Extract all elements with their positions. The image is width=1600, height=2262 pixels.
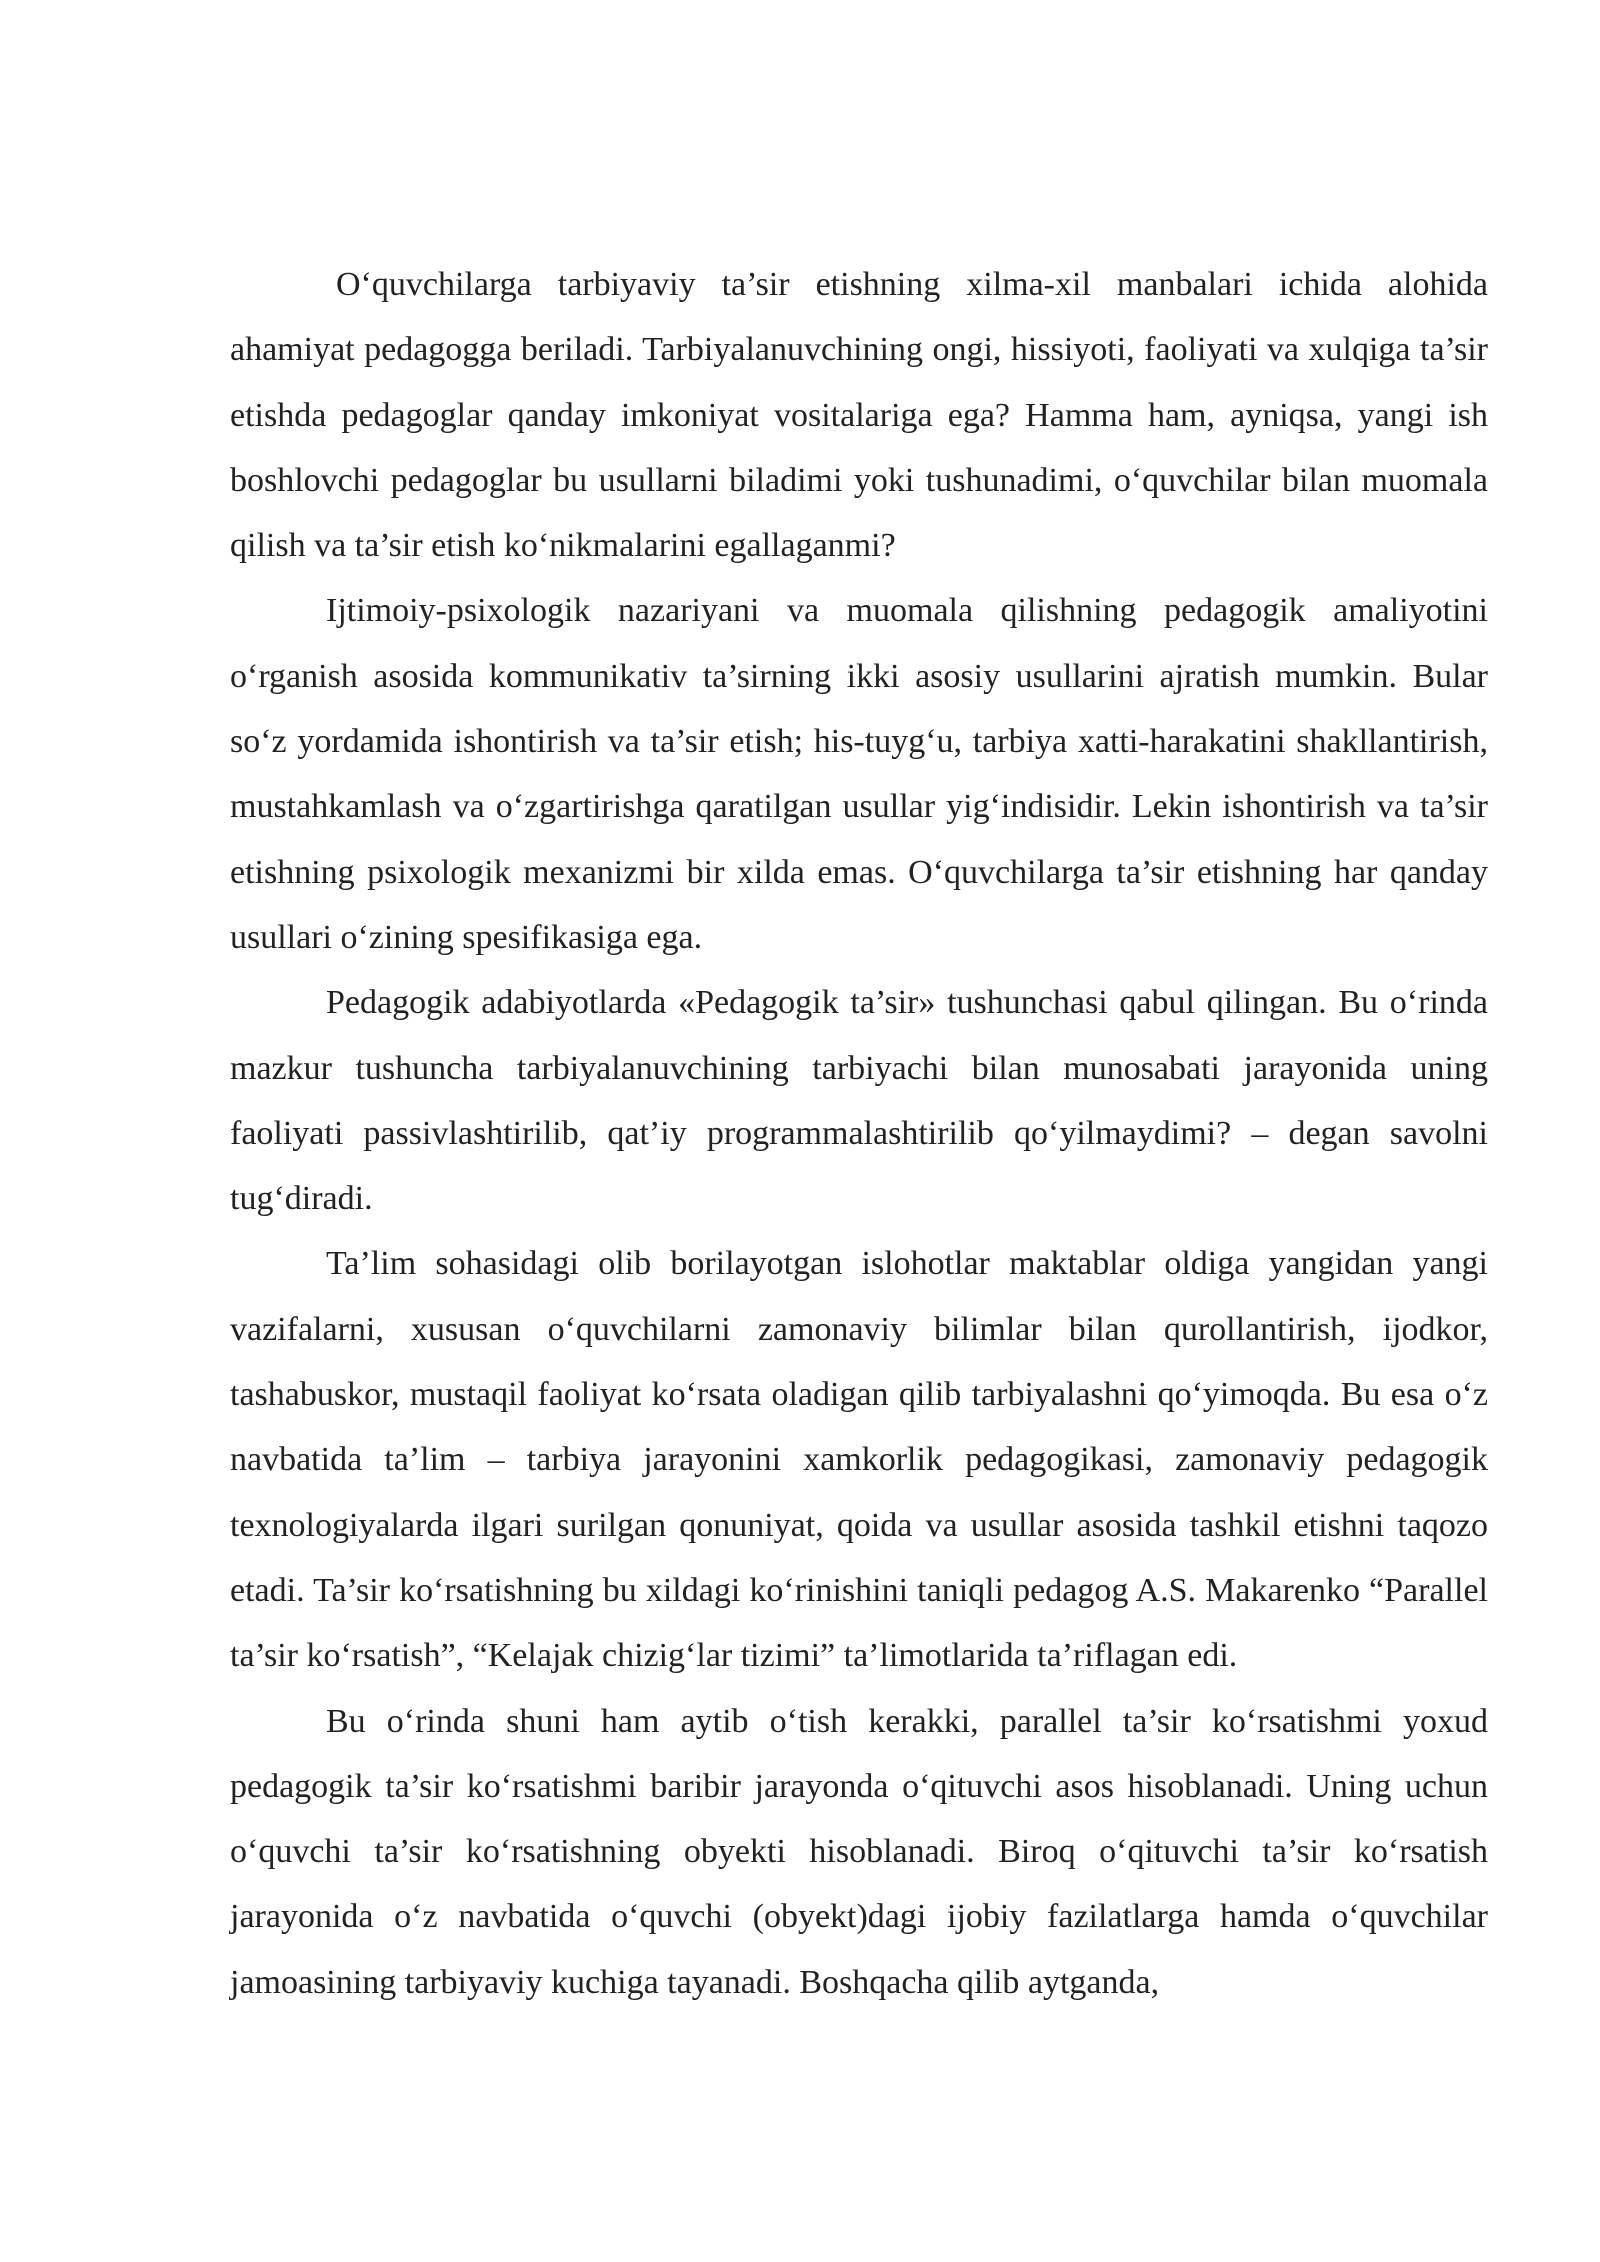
body-text bbox=[230, 252, 1488, 2015]
paragraph-3: Pedagogik adabiyotlarda «Pedagogik ta’sir» tushunchasi qabul qilingan. Bu o‘rinda mazkur tushuncha tarbiyalanuvchining tarbiyachi bilan munosabati jarayonida uning faoliyati passivlashtirilib, qat’iy programmalashtirilib qo‘yilmaydimi? – degan savolni tug‘diradi. bbox=[230, 984, 1488, 1218]
paragraph-4: Ta’lim sohasidagi olib borilayotgan islohotlar maktablar oldiga yangidan yangi vazifalarni, xususan o‘quvchilarni zamonaviy bilimlar bilan qurollantirish, ijodkor, tashabuskor, mustaqil faoliyat ko‘rsata oladigan qilib tarbiyalashni qo‘yimoqda. Bu esa o‘z navbatida ta’lim – tarbiya jarayonini xamkorlik pedagogikasi, zamonaviy pedagogik texnologiyalarda ilgari surilgan qonuniyat, qoida va usullar asosida tashkil etishni taqozo etadi. Ta’sir ko‘rsatishning bu xildagi ko‘rinishini taniqli pedagog A.S. Makarenko “Parallel ta’sir ko‘rsatish”, “Kelajak chizig‘lar tizimi” ta’limotlarida ta’riflagan edi. bbox=[230, 1245, 1488, 1675]
paragraph-5: Bu o‘rinda shuni ham aytib o‘tish kerakki, parallel ta’sir ko‘rsatishmi yoxud pedagogik ta’sir ko‘rsatishmi baribir jarayonda o‘qituvchi asos hisoblanadi. Uning uchun o‘quvchi ta’sir ko‘rsatishning obyekti hisoblanadi. Biroq o‘qituvchi ta’sir ko‘rsatish jarayonida o‘z navbatida o‘quvchi (obyekt)dagi ijobiy fazilatlarga hamda o‘quvchilar jamoasining tarbiyaviy kuchiga tayanadi. Boshqacha qilib aytganda, bbox=[230, 1702, 1488, 2001]
paragraph-1: O‘quvchilarga tarbiyaviy ta’sir etishning xilma-xil manbalari ichida alohida ahamiyat pedagogga beriladi. Tarbiyalanuvchining ongi, hissiyoti, faoliyati va xulqiga ta’sir etishda pedagoglar qanday imkoniyat vositalariga ega? Hamma ham, ayniqsa, yangi ish boshlovchi pedagoglar bu usullarni biladimi yoki tushunadimi, o‘quvchilar bilan muomala qilish va ta’sir etish ko‘nikmalarini egallaganmi? bbox=[230, 266, 1488, 565]
paragraph-2: Ijtimoiy-psixologik nazariyani va muomala qilishning pedagogik amaliyotini o‘rganish asosida kommunikativ ta’sirning ikki asosiy usullarini ajratish mumkin. Bular so‘z yordamida ishontirish va ta’sir etish; his-tuyg‘u, tarbiya xatti-harakatini shakllantirish, mustahkamlash va o‘zgartirishga qaratilgan usullar yig‘indisidir. Lekin ishontirish va ta’sir etishning psixologik mexanizmi bir xilda emas. O‘quvchilarga ta’sir etishning har qanday usullari o‘zining spesifikasiga ega. bbox=[230, 592, 1488, 956]
